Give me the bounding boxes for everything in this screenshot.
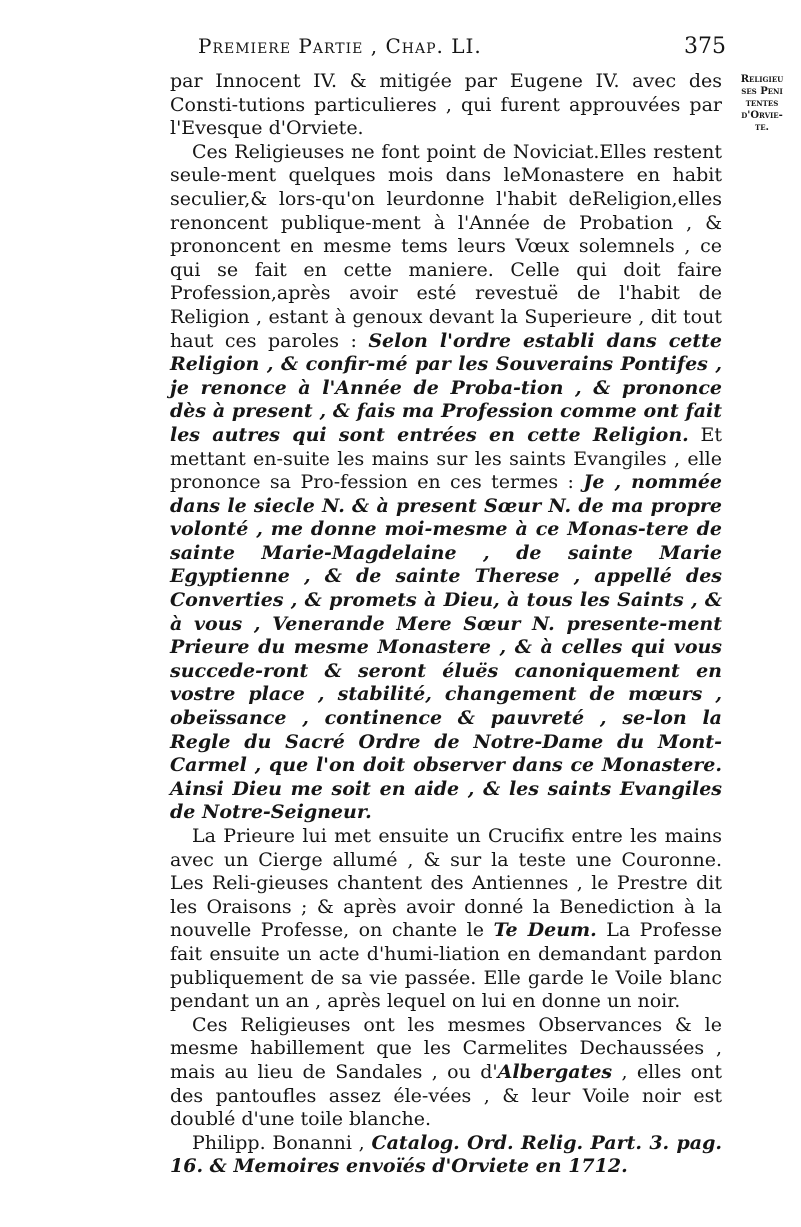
albergates-term: Albergates: [497, 1060, 613, 1083]
paragraph-text: par Innocent IV. & mitigée par Eugene IV. avec des Consti-tutions particulieres , qui furent approuvées par l'Evesque d'Orviete.: [170, 70, 722, 140]
margin-note-line: d'Orvie-: [741, 110, 783, 121]
body-text: [170, 70, 722, 1179]
margin-note: [726, 74, 798, 134]
vow-formula-quote: Selon l'ordre establi dans cette Religion , & confir-mé par les Souverains Pontifes , je renonce à l'Année de Proba-tion , & prononce dès à present , & fais ma Profession comme ont fait les autres qui sont entrées en cette Religion.: [170, 329, 723, 446]
page-number: 375: [684, 34, 726, 59]
paragraph-text: Ces Religieuses ont les mesmes Observances & le mesme habillement que les Carmelites Dechaussées , mais au lieu de Sandales , ou d': [170, 1013, 722, 1083]
vow-profession-quote: Je , nommée dans le siecle N. & à present Sœur N. de ma propre volonté , me donne moi-mesme à ce Monas-tere de sainte Marie-Magdelaine , de sainte Marie Egyptienne , & de sainte Therese , appellé des Converties , & promets à Dieu, à tous les Saints , & à vous , Venerande Mere Sœur N. presente-ment Prieure du mesme Monastere , & à celles qui vous succede-ront & seront éluës canoniquement en vostre place , stabilité, changement de mœurs , obeïssance , continence & pauvreté , se-lon la Regle du Sacré Ordre de Notre-Dame du Mont-Carmel , que l'on doit observer dans ce Monastere. Ainsi Dieu me soit en aide , & les saints Evangiles de Notre-Seigneur.: [170, 471, 723, 824]
margin-note-line: tentes: [745, 98, 779, 109]
running-head-title: Premiere Partie , Chap. LI.: [198, 34, 482, 58]
paragraph-text: Et mettant en-suite les mains sur les saints Evangiles , elle prononce sa Pro-fession en ces termes :: [170, 423, 722, 494]
citation-author: Philipp. Bonanni ,: [192, 1131, 372, 1154]
paragraph-intro: [170, 70, 722, 141]
paragraph-text: Ces Religieuses ne font point de Noviciat.Elles restent seule-ment quelques mois dans leMonastere en habit seculier,& lors-qu'on leurdonne l'habit deReligion,elles renoncent publique-ment à l'Année de Probation , & prononcent en mesme tems leurs Vœux solemnels , ce qui se fait en cette maniere. Celle qui doit faire Profession,après avoir esté revestuë de l'habit de Religion , estant à genoux devant la Superieure , dit tout haut ces paroles :: [170, 140, 722, 352]
paragraph-profession: [170, 141, 722, 825]
paragraph-text: La Prieure lui met ensuite un Crucifix entre les mains avec un Cierge allumé , & sur la teste une Couronne. Les Reli-gieuses chantent des Antiennes , le Prestre dit les Oraisons ; & après avoir donné la Benediction à la nouvelle Professe, on chante le: [170, 825, 722, 942]
te-deum-title: Te Deum.: [493, 919, 597, 942]
margin-note-line: te.: [754, 122, 770, 133]
paragraph-ceremony: [170, 825, 722, 1014]
paragraph-observances: [170, 1014, 722, 1132]
margin-note-line: ses Peni: [741, 86, 783, 97]
paragraph-text: , elles ont des pantoufles assez éle-vées , & leur Voile noir est doublé d'une toile blanche.: [170, 1060, 722, 1131]
citation-source: Catalog. Ord. Relig. Part. 3. pag. 16. & Memoires envoïés d'Orviete en 1712.: [170, 1131, 722, 1178]
margin-note-line: Religieu: [740, 74, 784, 85]
paragraph-citation: [170, 1132, 722, 1179]
paragraph-text: La Professe fait ensuite un acte d'humi-liation en demandant pardon publiquement de sa vie passée. Elle garde le Voile blanc pendant un an , après lequel on lui en donne un noir.: [170, 919, 723, 1013]
